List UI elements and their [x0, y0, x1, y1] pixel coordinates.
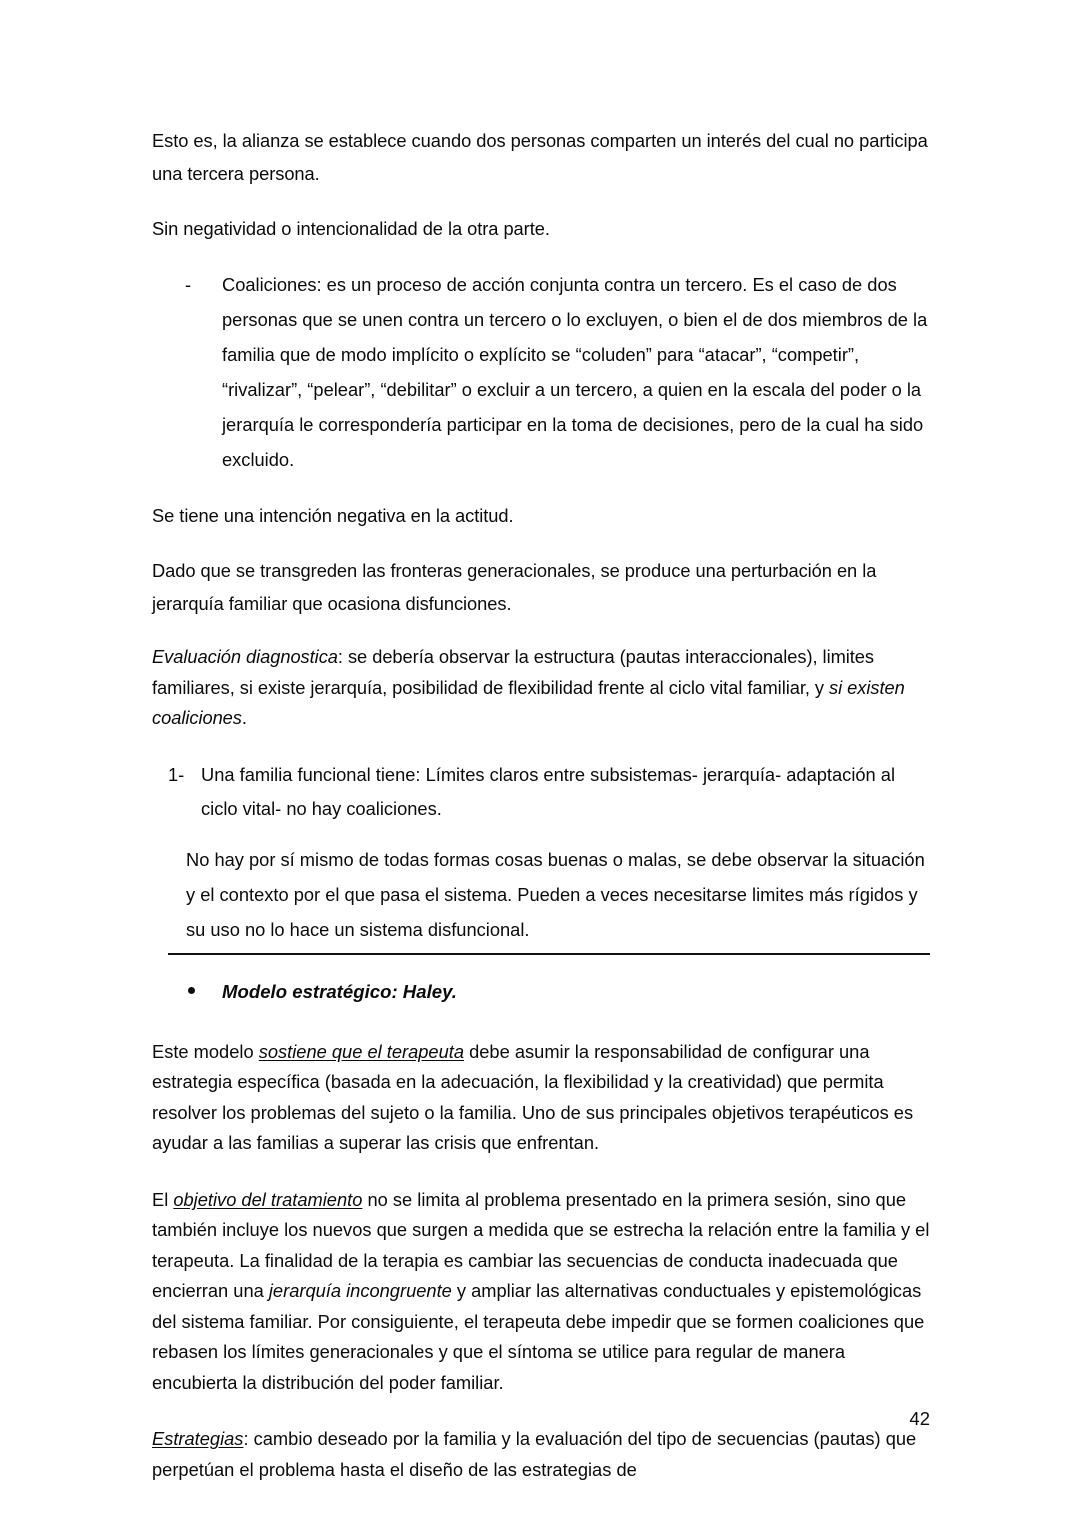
paragraph-este-modelo	[152, 1037, 930, 1159]
este-modelo-body: debe asumir la responsabilidad de configurar una estrategia específica (basada en la adecuación, la flexibilidad y la creatividad) que permita resolver los problemas del sujeto o la familia. Uno de sus principales objetivos terapéuticos es ayudar a las familias a superar las crisis que enfrentan.	[152, 1040, 914, 1153]
objetivo-del-tratamiento-emphasis: objetivo del tratamiento	[173, 1188, 363, 1210]
paragraph-intencion-negativa: Se tiene una intención negativa en la actitud.	[152, 505, 514, 526]
este-modelo-lead: Este modelo	[152, 1040, 259, 1062]
evaluacion-period: .	[241, 707, 247, 728]
horizontal-divider	[168, 953, 930, 955]
numbered-list	[152, 758, 930, 826]
evaluacion-body-text: : se debería observar la estructura (pautas interaccionales), limites familiares, si existe jerarquía, posibilidad de flexibilidad frente al ciclo vital familiar, y	[152, 646, 875, 698]
dash-marker: -	[185, 274, 192, 295]
estrategias-body: : cambio deseado por la familia y la evaluación del tipo de secuencias (pautas) que perpetúan el problema hasta el diseño de las estrategias de	[152, 1428, 917, 1480]
number-marker: 1-	[168, 763, 185, 785]
dash-bullet-list	[152, 267, 930, 477]
page-number: 42	[909, 1408, 930, 1429]
page-content	[152, 124, 930, 1511]
objetivo-body-1: no se limita al problema presentado en la primera sesión, sino que también incluye los nuevos que surgen a medida que se estrecha la relación entre la familia y el terapeuta. La finalidad de la terapia es cambiar las secuencias de conducta inadecuada que encierran una	[152, 1188, 930, 1301]
list-item-text: Una familia funcional tiene: Límites claros entre subsistemas- jerarquía- adaptación al ciclo vital- no hay coaliciones.	[201, 763, 896, 819]
list-item	[152, 758, 930, 826]
estrategias-emphasis: Estrategias	[152, 1428, 244, 1449]
list-item	[152, 267, 930, 477]
sostiene-que-el-terapeuta-emphasis: sostiene que el terapeuta	[258, 1040, 465, 1062]
si-existen-coaliciones-italic: si existen coaliciones	[152, 676, 905, 728]
paragraph-objetivo-tratamiento	[152, 1185, 930, 1399]
paragraph-estrategias	[152, 1424, 930, 1485]
heading-text: Modelo estratégico: Haley.	[222, 980, 457, 1002]
evaluacion-diagnostica-italic: Evaluación diagnostica	[152, 646, 338, 667]
jerarquia-incongruente-italic: jerarquía incongruente	[268, 1280, 452, 1301]
paragraph-alianza: Esto es, la alianza se establece cuando dos personas comparten un interés del cual no participa una tercera persona.	[152, 130, 928, 184]
paragraph-no-hay-por-si-mismo: No hay por sí mismo de todas formas cosas buenas o malas, se debe observar la situación y el contexto por el que pasa el sistema. Pueden a veces necesitarse limites más rígidos y su uso no lo hace un sistema disfuncional.	[186, 848, 925, 940]
bullet-dot-icon	[188, 987, 195, 994]
objetivo-body-2: y ampliar las alternativas conductuales y epistemológicas del sistema familiar. Por consiguiente, el terapeuta debe impedir que se formen coaliciones que rebasen los límites generacionales y que el síntoma se utilice para regular de manera encubierta la distribución del poder familiar.	[152, 1280, 925, 1393]
heading-modelo-estrategico	[152, 977, 930, 1007]
objetivo-lead: El	[152, 1188, 174, 1210]
paragraph-evaluacion-diagnostica	[152, 642, 930, 734]
list-item-text: Coaliciones: es un proceso de acción conjunta contra un tercero. Es el caso de dos personas que se unen contra un tercero o lo excluyen, o bien el de dos miembros de la familia que de modo implícito o explícito se “coluden” para “atacar”, “competir”, “rivalizar”, “pelear”, “debilitar” o excluir a un tercero, a quien en la escala del poder o la jerarquía le correspondería participar en la toma de decisiones, pero de la cual ha sido excluido.	[222, 274, 928, 470]
paragraph-fronteras-generacionales: Dado que se transgreden las fronteras generacionales, se produce una perturbación en la jerarquía familiar que ocasiona disfunciones.	[152, 560, 877, 614]
paragraph-sin-negatividad: Sin negatividad o intencionalidad de la otra parte.	[152, 218, 550, 239]
